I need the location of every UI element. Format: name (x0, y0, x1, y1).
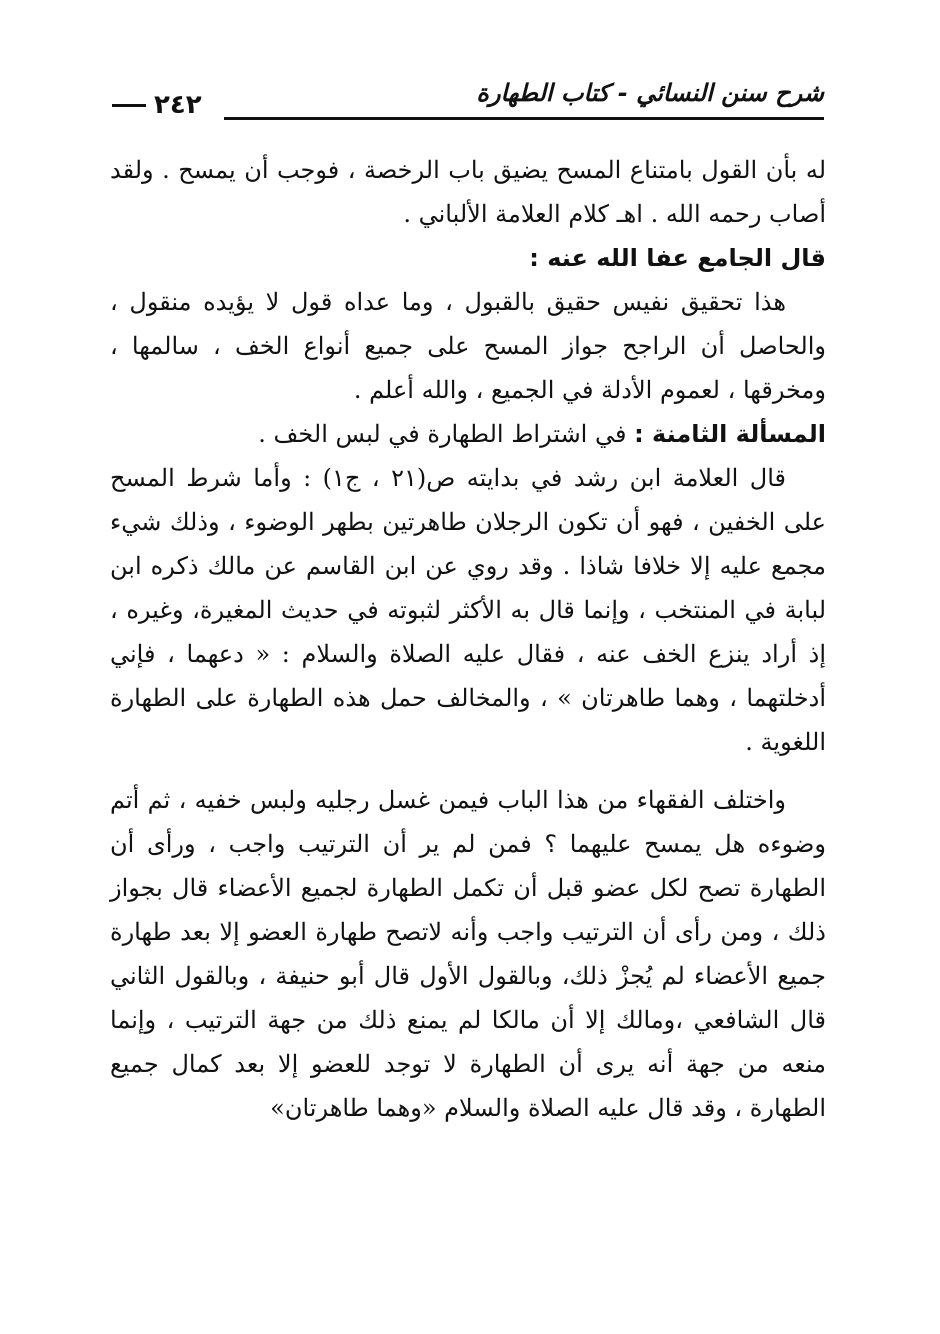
page-header (112, 70, 824, 130)
header-rule (224, 117, 824, 120)
heading-issue-eight (110, 412, 826, 456)
heading-jami-said: قال الجامع عفا الله عنه : (529, 244, 826, 272)
paragraph-ibn-rushd: قال العلامة ابن رشد في بدايته ص(٢١ ، ج١) : وأما شرط المسح على الخفين ، فهو أن تكون الرجلان طاهرتين بطهر الوضوء ، وذلك شيء مجمع عليه إلا خلافا شاذا . وقد روي عن ابن القاسم عن مالك ذكره ابن لبابة في المنتخب ، وإنما قال به الأكثر لثبوته في حديث المغيرة، وغيره ، إذ أراد ينزع الخف عنه ، فقال عليه الصلاة والسلام : « دعهما ، فإني أدخلتهما ، وهما طاهرتان » ، والمخالف حمل هذه الطهارة على الطهارة اللغوية . (110, 464, 827, 756)
running-title: شرح سنن النسائي - كتاب الطهارة (476, 79, 824, 107)
paragraph-jami-comment: هذا تحقيق نفيس حقيق بالقبول ، وما عداه قول لا يؤيده منقول ، والحاصل أن الراجح جواز المسح على جميع أنواع الخف ، سالمها ، ومخرقها ، لعموم الأدلة في الجميع ، والله أعلم . (110, 288, 826, 404)
paragraph-continuation: له بأن القول بامتناع المسح يضيق باب الرخصة ، فوجب أن يمسح . ولقد أصاب رحمه الله . اهـ كلام العلامة الألباني . (110, 156, 827, 228)
issue-eight-label: المسألة الثامنة : (634, 420, 826, 448)
issue-eight-title: في اشتراط الطهارة في لبس الخف . (258, 420, 627, 448)
page-number-block (112, 90, 202, 120)
page-number-dash (112, 104, 146, 107)
page-number: ٢٤٢ (154, 90, 202, 120)
page-body (110, 148, 826, 1130)
paragraph-jurists-disagreement: واختلف الفقهاء من هذا الباب فيمن غسل رجليه ولبس خفيه ، ثم أتم وضوءه هل يمسح عليهما ؟ فمن لم ير أن الترتيب واجب ، ورأى أن الطهارة تصح لكل عضو قبل أن تكمل الطهارة لجميع الأعضاء قال بجواز ذلك ، ومن رأى أن الترتيب واجب وأنه لاتصح طهارة العضو إلا بعد طهارة جميع الأعضاء لم يُجزْ ذلك، وبالقول الأول قال أبو حنيفة ، وبالقول الثاني قال الشافعي ،ومالك إلا أن مالكا لم يمنع ذلك من جهة الترتيب ، وإنما منعه من جهة أنه يرى أن الطهارة لا توجد للعضو إلا بعد كمال جميع الطهارة ، وقد قال عليه الصلاة والسلام «وهما طاهرتان» (110, 786, 827, 1122)
